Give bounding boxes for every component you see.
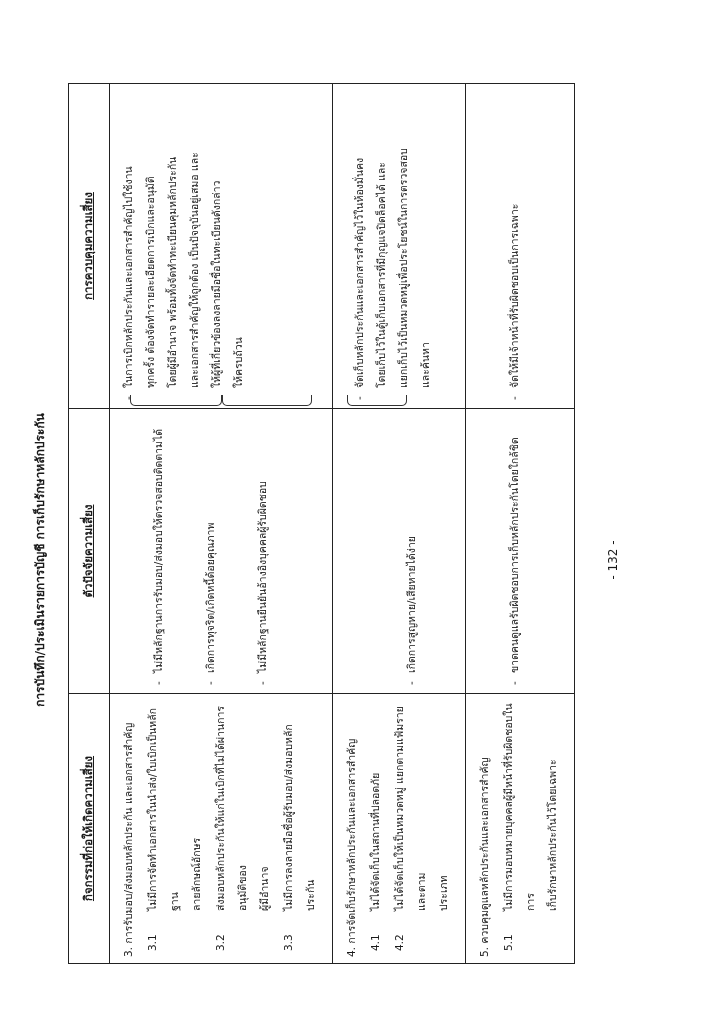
- control-cell: [110, 84, 333, 409]
- factor-cell: [466, 409, 575, 694]
- table-header-row: [69, 84, 110, 964]
- factor-item: - เกิดการสูญหาย/เสียหายได้ง่าย: [406, 536, 418, 685]
- control-line: [206, 90, 228, 402]
- factor-item: - ไม่มีหลักฐานการรับมอบ/ส่งมอบให้ตรวจสอบติดตามได้: [153, 428, 165, 685]
- item-number: 5.1: [503, 934, 515, 951]
- factor-item: - ไม่มีหลักฐานยืนยันอ้างอิงบุคคลผู้รับผิดชอบ: [257, 481, 269, 685]
- control-item: - จัดให้มีเจ้าหน้าที่รับผิดชอบเป็นการเฉพาะ: [509, 203, 521, 400]
- item-text: ส่งมอบหลักประกันให้แก่ในเบิกที่ไม่ได้ผ่านการอนุมัติของ: [215, 705, 249, 911]
- page-number: - 132 -: [606, 540, 620, 580]
- factor-text: ขาดคนดูแลรับผิดชอบการเก็บหลักประกันโดยใกล้ชิด: [509, 437, 521, 673]
- list-item: [210, 700, 276, 957]
- activity-cell: [466, 694, 575, 964]
- table-row: [466, 84, 575, 964]
- control-line: [393, 90, 415, 402]
- header-factor: ตัวปัจจัยความเสี่ยง: [69, 409, 110, 694]
- header-activity: กิจกรรมที่ก่อให้เกิดความเสี่ยง: [69, 694, 110, 964]
- table-row: [110, 84, 333, 964]
- activity-cell: [110, 694, 333, 964]
- page-title: การบันทึก/ประเมินรายการบัญชี การเก็บรักษาหลักประกัน: [33, 413, 47, 707]
- item-text: ไม่มีการมอบหมายบุคคลผู้มีหน้าที่รับผิดชอบในการ: [503, 703, 537, 911]
- list-item: [389, 700, 455, 957]
- item-number: 3.3: [283, 934, 295, 951]
- list-item: [498, 700, 564, 957]
- control-text: โดยผู้มีอำนาจ พร้อมทั้งจัดทำทะเบียนคุมหลักประกัน: [167, 156, 179, 388]
- factor-cell: [110, 409, 333, 694]
- table-row: [333, 84, 466, 964]
- control-line: [184, 90, 206, 402]
- control-text: จัดให้มีเจ้าหน้าที่รับผิดชอบเป็นการเฉพาะ: [509, 203, 521, 388]
- control-cell: [333, 84, 466, 409]
- group-title: 4. การจัดเก็บรักษาหลักประกันและเอกสารสำคัญ: [346, 738, 358, 957]
- control-text: จัดเก็บหลักประกันและเอกสารสำคัญไว้ในห้องมั่นคง: [354, 157, 366, 388]
- control-text: แยกเก็บไว้เป็นหมวดหมู่เพื่อประโยชน์ในการตรวจสอบ: [398, 148, 410, 388]
- risk-control-table: [68, 83, 575, 964]
- control-text: โดยเก็บไว้ในตู้เก็บเอกสารที่มีกุญแจปิดล็อคได้ และ: [376, 162, 388, 388]
- control-text: ทุกครั้ง ต้องจัดทำรายละเอียดการเบิกและอนุมัติ: [145, 176, 157, 388]
- rotated-page: [30, 40, 690, 1000]
- item-text: ไม่มีการลงลายมือชื่อผู้รับมอบ/ส่งมอบหลักประกัน: [283, 724, 317, 911]
- activity-cell: [333, 694, 466, 964]
- control-cell: [466, 84, 575, 409]
- control-text: และค้นหา: [420, 342, 432, 388]
- group-title: 3. การรับมอบ/ส่งมอบหลักประกัน และเอกสารสำคัญ: [123, 722, 135, 957]
- item-number: 4.1: [370, 934, 382, 951]
- factor-text: ไม่มีหลักฐานยืนยันอ้างอิงบุคคลผู้รับผิดชอบ: [257, 481, 269, 673]
- item-text: ไม่ได้จัดเก็บให้เป็นหมวดหมู่ แยกตามแฟ้มรายและตาม: [394, 706, 428, 911]
- control-item: - จัดเก็บหลักประกันและเอกสารสำคัญไว้ในห้องมั่นคง: [354, 157, 366, 400]
- header-control: การควบคุมความเสี่ยง: [69, 84, 110, 409]
- control-item: - ในการเบิกหลักประกันและเอกสารสำคัญไปใช้งาน: [123, 166, 135, 400]
- control-text: ให้ผู้ที่เกี่ยวข้องลงลายมือชื่อในทะเบียนดังกล่าว: [211, 180, 223, 388]
- item-text-cont: ประเภท: [438, 875, 450, 911]
- factor-item: - เกิดการทุจริต/เกิดหนี้ด้อยคุณภาพ: [205, 522, 217, 685]
- control-text: และเอกสารสำคัญให้ถูกต้อง เป็นปัจจุบันอยู่เสมอ และ: [189, 152, 201, 388]
- control-line: [162, 90, 184, 402]
- item-text: ไม่มีการจัดทำเอกสารในนำส่ง/ใบเบิกเป็นหลักฐาน: [147, 707, 181, 911]
- control-text: ให้ครบถ้วน: [233, 337, 245, 388]
- list-item: [278, 700, 322, 957]
- control-line: [371, 90, 393, 402]
- list-item: [142, 700, 208, 957]
- factor-cell: [333, 409, 466, 694]
- item-text-cont: ลายลักษณ์อักษร: [191, 837, 203, 911]
- item-text-cont: ผู้มีอำนาจ: [259, 866, 271, 911]
- list-item: [365, 700, 387, 957]
- item-number: 3.2: [215, 934, 227, 951]
- factor-item: - ขาดคนดูแลรับผิดชอบการเก็บหลักประกันโดยใกล้ชิด: [509, 437, 521, 685]
- item-number: 3.1: [147, 934, 159, 951]
- group-title: 5. ควบคุมดูแลหลักประกันและเอกสารสำคัญ: [479, 757, 491, 957]
- factor-text: เกิดการทุจริต/เกิดหนี้ด้อยคุณภาพ: [205, 522, 217, 673]
- control-text: ในการเบิกหลักประกันและเอกสารสำคัญไปใช้งาน: [123, 166, 135, 388]
- control-line: [415, 90, 437, 402]
- item-text-cont: เก็บรักษาหลักประกันไว้โดยเฉพาะ: [547, 759, 559, 911]
- factor-text: ไม่มีหลักฐานการรับมอบ/ส่งมอบให้ตรวจสอบติดตามได้: [153, 428, 165, 673]
- control-line: [228, 90, 250, 402]
- factor-text: เกิดการสูญหาย/เสียหายได้ง่าย: [406, 536, 418, 673]
- item-number: 4.2: [394, 934, 406, 951]
- control-line: [140, 90, 162, 402]
- item-text: ไม่ได้จัดเก็บในสถานที่ปลอดภัย: [370, 772, 382, 911]
